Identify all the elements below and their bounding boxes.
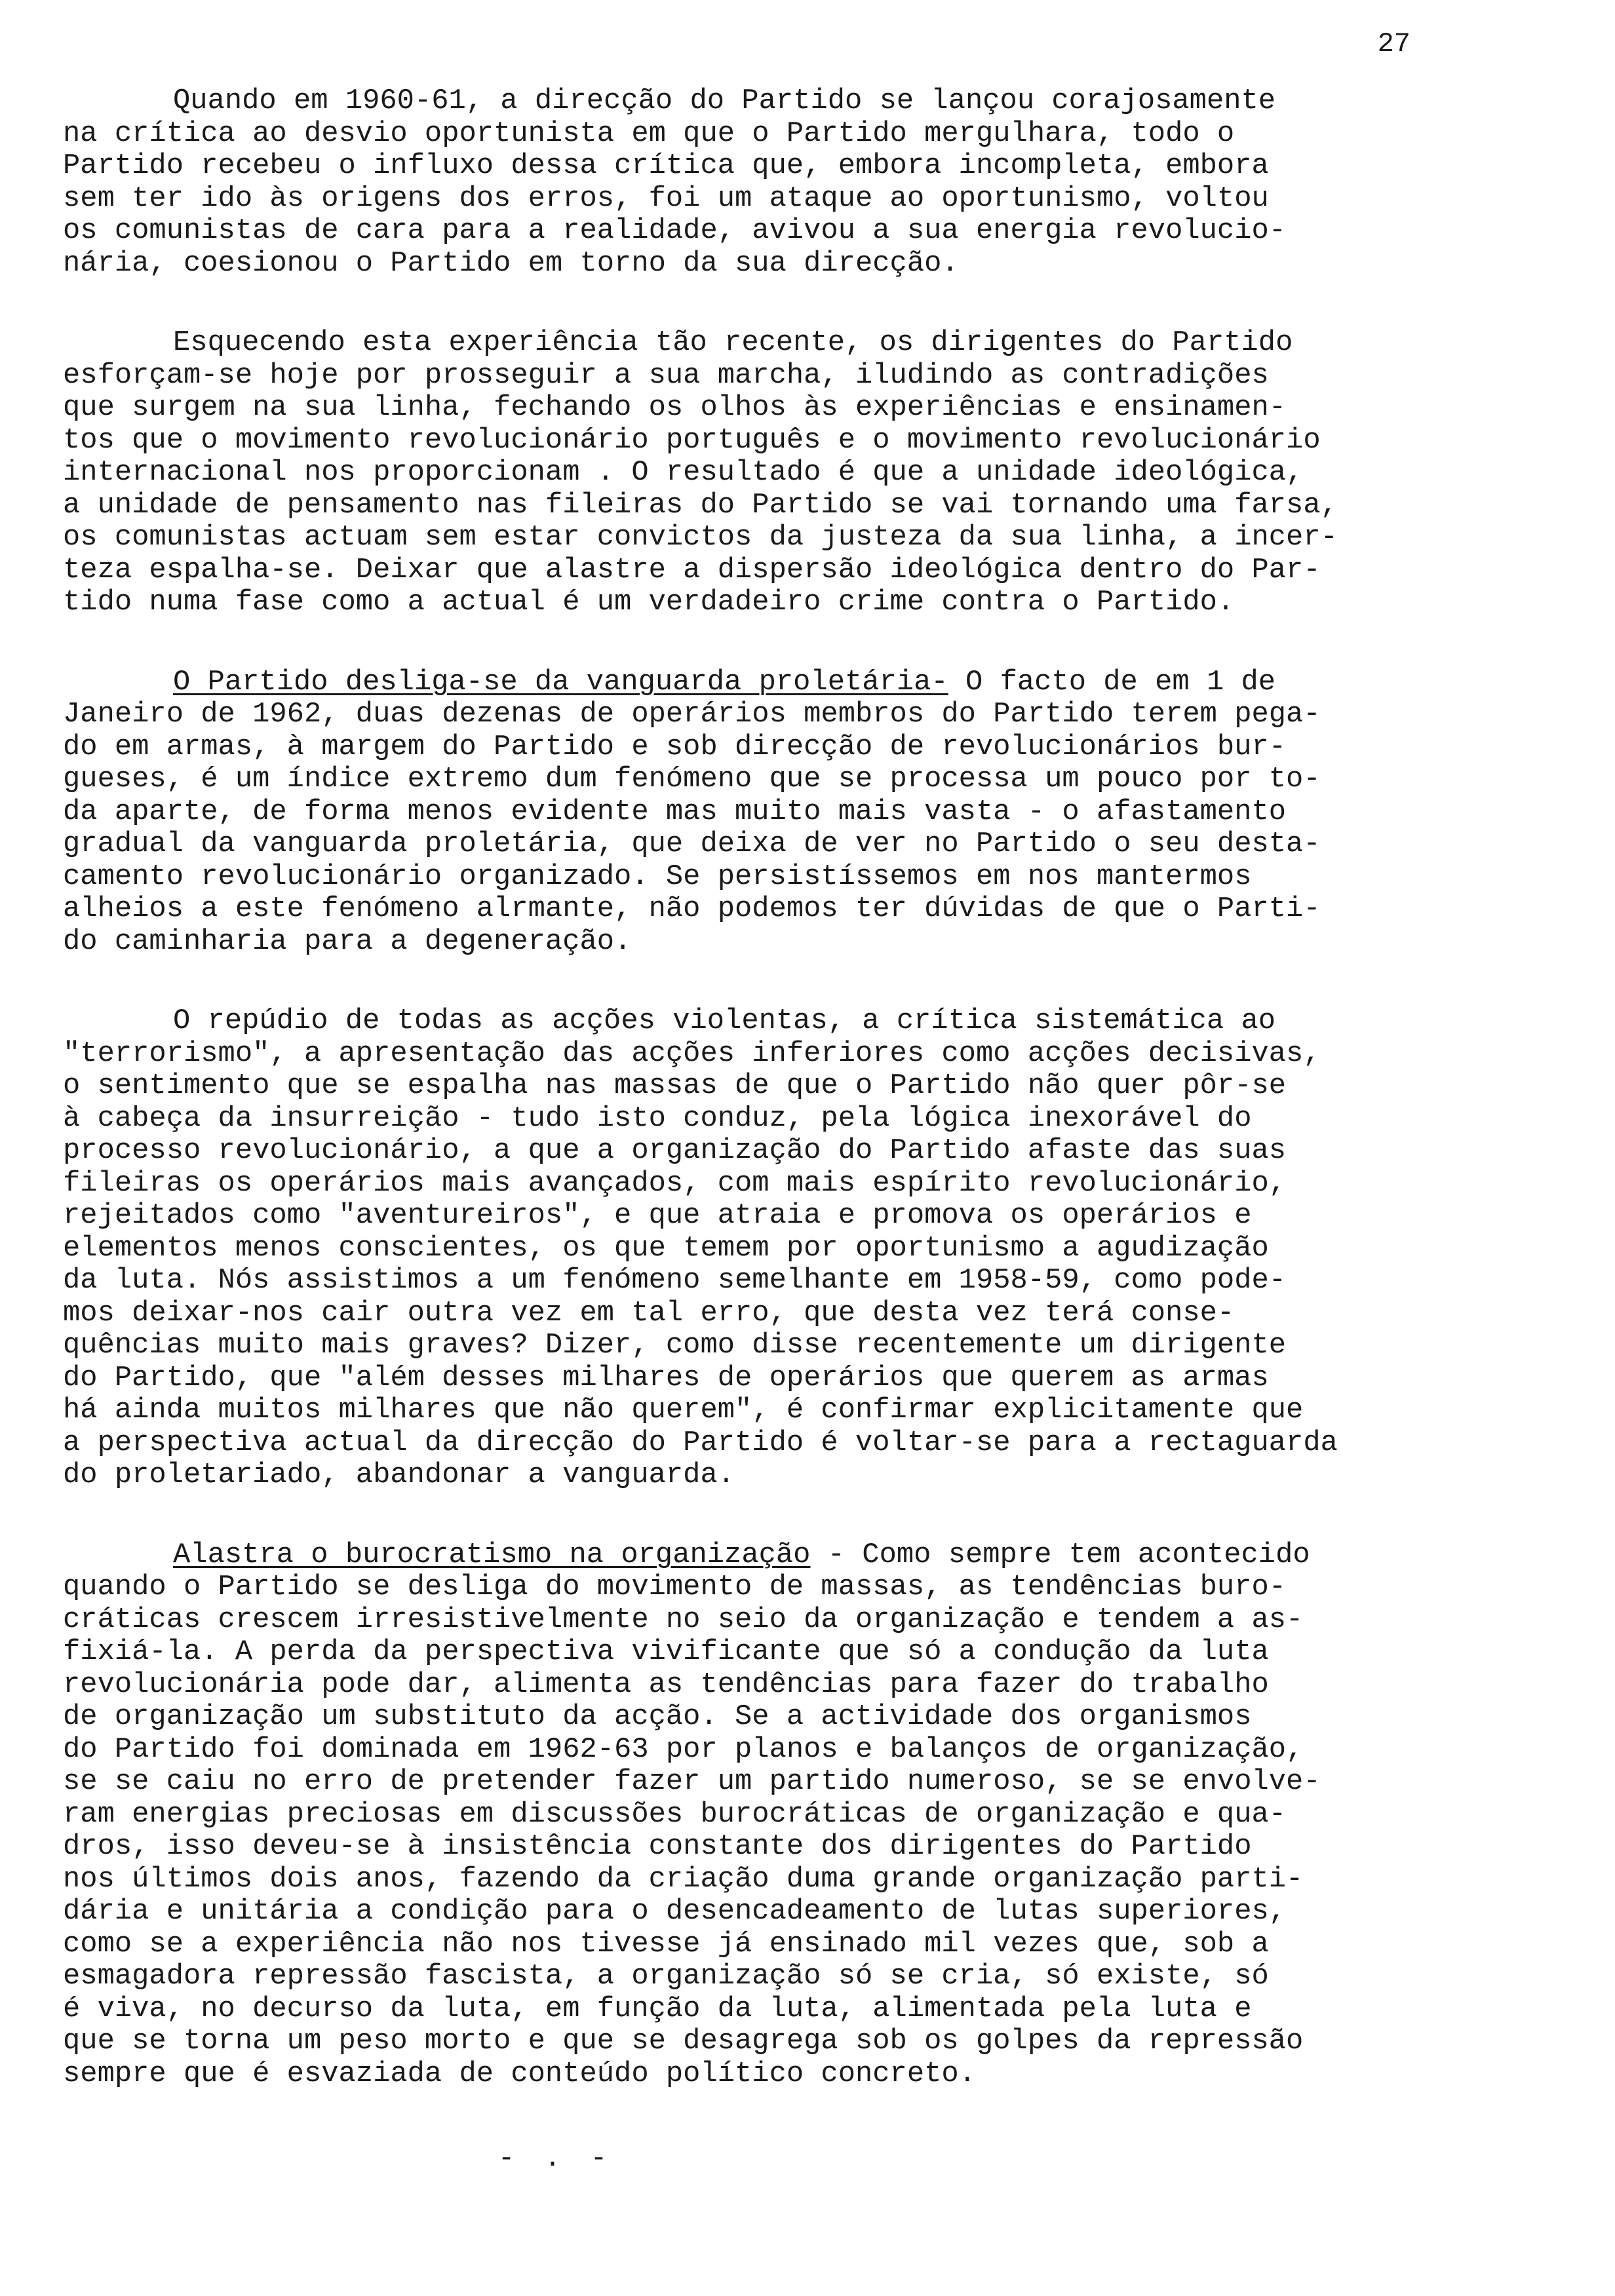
text-line: Janeiro de 1962, duas dezenas de operários membros do Partido terem pega- <box>63 698 1321 731</box>
text-line: Quando em 1960-61, a direcção do Partido se lançou corajosamente <box>173 85 1276 117</box>
text-line: gueses, é um índice extremo dum fenómeno que se processa um pouco por to- <box>63 763 1321 795</box>
text-line: mos deixar-nos cair outra vez em tal erro, que desta vez terá conse- <box>63 1297 1235 1330</box>
text-line: fixiá-la. A perda da perspectiva vivificante que só a condução da luta <box>63 1636 1269 1668</box>
text-line: camento revolucionário organizado. Se persistíssemos em nos mantermos <box>63 860 1252 893</box>
text-line: ram energias preciosas em discussões burocráticas de organização e qua- <box>63 1798 1287 1831</box>
text-line: a perspectiva actual da direcção do Partido é voltar-se para a rectaguarda <box>63 1426 1338 1459</box>
text-line: revolucionária pode dar, alimenta as tendências para fazer do trabalho <box>63 1668 1269 1701</box>
text-line: da luta. Nós assistimos a um fenómeno semelhante em 1958-59, como pode- <box>63 1265 1287 1297</box>
text-line: internacional nos proporcionam . O resultado é que a unidade ideológica, <box>63 457 1304 489</box>
text-line: Esquecendo esta experiência tão recente, os dirigentes do Partido <box>173 327 1293 359</box>
text-line: sempre que é esvaziada de conteúdo político concreto. <box>63 2057 976 2090</box>
text-line: cráticas crescem irresistivelmente no seio da organização e tendem a as- <box>63 1603 1304 1636</box>
text-line: quando o Partido se desliga do movimento de massas, as tendências buro- <box>63 1571 1287 1603</box>
text-line: que se torna um peso morto e que se desagrega sob os golpes da repressão <box>63 2025 1304 2057</box>
text-line <box>63 1539 1525 1572</box>
paragraph-5 <box>63 1539 1525 2091</box>
text-line: fileiras os operários mais avançados, com mais espírito revolucionário, <box>63 1167 1287 1200</box>
text-line: os comunistas de cara para a realidade, avivou a sua energia revolucio- <box>63 215 1287 247</box>
text-line: os comunistas actuam sem estar convictos da justeza da sua linha, a incer- <box>63 522 1338 554</box>
text-line: do proletariado, abandonar a vanguarda. <box>63 1459 735 1491</box>
text-line: O repúdio de todas as acções violentas, a crítica sistemática ao <box>173 1005 1276 1037</box>
text-line: do Partido foi dominada em 1962-63 por planos e balanços de organização, <box>63 1733 1304 1766</box>
paragraph-1 <box>63 85 1525 280</box>
text-line: nos últimos dois anos, fazendo da criação duma grande organização parti- <box>63 1863 1304 1896</box>
text-line: dros, isso deveu-se à insistência constante dos dirigentes do Partido <box>63 1831 1252 1863</box>
text-line: elementos menos conscientes, os que temem por oportunismo a agudização <box>63 1232 1269 1265</box>
text-line: tido numa fase como a actual é um verdadeiro crime contra o Partido. <box>63 586 1235 619</box>
text-line: há ainda muitos milhares que não querem", é confirmar explicitamente que <box>63 1394 1304 1426</box>
text-line: rejeitados como "aventureiros", e que atraia e promova os operários e <box>63 1200 1252 1232</box>
text-line: do caminharia para a degeneração. <box>63 925 632 958</box>
text-line: alheios a este fenómeno alrmante, não podemos ter dúvidas de que o Parti- <box>63 893 1321 925</box>
text-line: do em armas, à margem do Partido e sob direcção de revolucionários bur- <box>63 731 1287 763</box>
text-line: dária e unitária a condição para o desencadeamento de lutas superiores, <box>63 1896 1287 1928</box>
text-line: na crítica ao desvio oportunista em que o Partido mergulhara, todo o <box>63 117 1235 150</box>
text-line: esforçam-se hoje por prosseguir a sua marcha, iludindo as contradições <box>63 359 1269 392</box>
section-heading: O Partido desliga-se da vanguarda proletária- <box>173 666 948 698</box>
text-line: teza espalha-se. Deixar que alastre a dispersão ideológica dentro do Par- <box>63 554 1321 586</box>
text-line: esmagadora repressão fascista, a organização só se cria, só existe, só <box>63 1961 1269 1993</box>
paragraph-2 <box>63 327 1525 619</box>
page-number: 27 <box>1377 28 1411 60</box>
text-line: a unidade de pensamento nas fileiras do Partido se vai tornando uma farsa, <box>63 489 1338 522</box>
page-end-mark: - . - <box>498 2143 614 2174</box>
text-line: "terrorismo", a apresentação das acções inferiores como acções decisivas, <box>63 1037 1321 1070</box>
section-heading: Alastra o burocratismo na organização <box>173 1539 811 1571</box>
text-line: processo revolucionário, a que a organização do Partido afaste das suas <box>63 1135 1287 1167</box>
text-line: Partido recebeu o influxo dessa crítica que, embora incompleta, embora <box>63 150 1269 182</box>
text-line: quências muito mais graves? Dizer, como disse recentemente um dirigente <box>63 1330 1287 1362</box>
text-line: como se a experiência não nos tivesse já ensinado mil vezes que, sob a <box>63 1928 1269 1961</box>
text-line: tos que o movimento revolucionário português e o movimento revolucionário <box>63 424 1321 457</box>
document-body <box>63 85 1525 2137</box>
text-line: do Partido, que "além desses milhares de operários que querem as armas <box>63 1362 1269 1394</box>
text-line: da aparte, de forma menos evidente mas muito mais vasta - o afastamento <box>63 795 1287 828</box>
text-line: o sentimento que se espalha nas massas de que o Partido não quer pôr-se <box>63 1070 1287 1102</box>
text-line <box>63 666 1525 699</box>
text-line: de organização um substituto da acção. Se a actividade dos organismos <box>63 1701 1252 1733</box>
text-line: se se caiu no erro de pretender fazer um partido numeroso, se se envolve- <box>63 1766 1321 1798</box>
text-run: O facto de em 1 de <box>948 666 1276 698</box>
paragraph-4 <box>63 1005 1525 1492</box>
text-line: sem ter ido às origens dos erros, foi um ataque ao oportunismo, voltou <box>63 182 1269 215</box>
text-line: é viva, no decurso da luta, em função da luta, alimentada pela luta e <box>63 1993 1252 2025</box>
text-line: nária, coesionou o Partido em torno da sua direcção. <box>63 247 959 280</box>
text-line: à cabeça da insurreição - tudo isto conduz, pela lógica inexorável do <box>63 1102 1252 1135</box>
text-line: que surgem na sua linha, fechando os olhos às experiências e ensinamen- <box>63 392 1287 424</box>
text-run: - Como sempre tem acontecido <box>810 1539 1310 1571</box>
paragraph-3 <box>63 666 1525 959</box>
text-line: gradual da vanguarda proletária, que deixa de ver no Partido o seu desta- <box>63 828 1321 860</box>
